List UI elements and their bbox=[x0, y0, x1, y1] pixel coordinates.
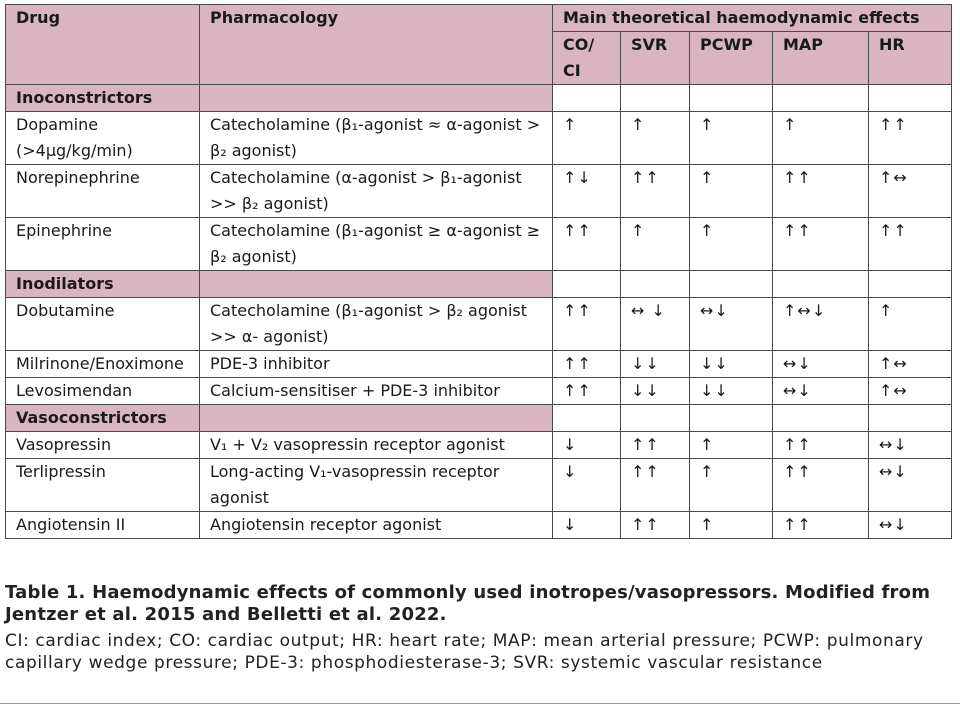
effect-pcwp-cell: ↔↓ bbox=[690, 298, 773, 351]
drug-cell: Vasopressin bbox=[6, 432, 200, 459]
group-empty-cell bbox=[553, 405, 621, 432]
group-empty-cell bbox=[553, 85, 621, 112]
group-empty-cell bbox=[869, 271, 952, 298]
drug-cell: Epinephrine bbox=[6, 218, 200, 271]
effect-hr-cell: ↑↔ bbox=[869, 378, 952, 405]
effect-hr-cell: ↔↓ bbox=[869, 432, 952, 459]
effect-map-cell: ↑↑ bbox=[773, 218, 869, 271]
group-empty-cell bbox=[690, 85, 773, 112]
pharmacology-cell: Catecholamine (β₁-agonist > β₂ agonist >> α- agonist) bbox=[200, 298, 553, 351]
effect-co-cell: ↓ bbox=[553, 459, 621, 512]
effect-hr-cell: ↑↑ bbox=[869, 112, 952, 165]
drug-cell: Dopamine (>4µg/kg/min) bbox=[6, 112, 200, 165]
effect-svr-cell: ↔ ↓ bbox=[621, 298, 690, 351]
drug-cell: Dobutamine bbox=[6, 298, 200, 351]
group-filler bbox=[200, 405, 553, 432]
group-label: Inodilators bbox=[6, 271, 200, 298]
effect-co-cell: ↓ bbox=[553, 512, 621, 539]
group-empty-cell bbox=[690, 405, 773, 432]
group-empty-cell bbox=[773, 85, 869, 112]
effect-hr-cell: ↑ bbox=[869, 298, 952, 351]
header-svr: SVR bbox=[621, 32, 690, 85]
header-map: MAP bbox=[773, 32, 869, 85]
group-empty-cell bbox=[773, 405, 869, 432]
table-row bbox=[6, 298, 952, 351]
pharmacology-cell: Calcium-sensitiser + PDE-3 inhibitor bbox=[200, 378, 553, 405]
effect-pcwp-cell: ↓↓ bbox=[690, 351, 773, 378]
effect-hr-cell: ↑↔ bbox=[869, 165, 952, 218]
effect-svr-cell: ↑ bbox=[621, 112, 690, 165]
drug-cell: Angiotensin II bbox=[6, 512, 200, 539]
effect-map-cell: ↔↓ bbox=[773, 351, 869, 378]
group-filler bbox=[200, 85, 553, 112]
effect-map-cell: ↑↑ bbox=[773, 165, 869, 218]
header-co-ci: CO/ CI bbox=[553, 32, 621, 85]
pharmacology-cell: Long-acting V₁-vasopressin receptor agonist bbox=[200, 459, 553, 512]
pharmacology-cell: PDE-3 inhibitor bbox=[200, 351, 553, 378]
effect-svr-cell: ↑↑ bbox=[621, 512, 690, 539]
group-row bbox=[6, 405, 952, 432]
group-empty-cell bbox=[869, 405, 952, 432]
table-row bbox=[6, 218, 952, 271]
effect-svr-cell: ↑↑ bbox=[621, 165, 690, 218]
bottom-divider bbox=[0, 703, 960, 704]
effect-hr-cell: ↔↓ bbox=[869, 459, 952, 512]
table-row bbox=[6, 378, 952, 405]
group-empty-cell bbox=[773, 271, 869, 298]
effect-co-cell: ↑↓ bbox=[553, 165, 621, 218]
effect-map-cell: ↑↑ bbox=[773, 459, 869, 512]
effect-co-cell: ↑↑ bbox=[553, 351, 621, 378]
table-row bbox=[6, 432, 952, 459]
effect-pcwp-cell: ↓↓ bbox=[690, 378, 773, 405]
header-effects: Main theoretical haemodynamic effects bbox=[553, 5, 952, 32]
group-row bbox=[6, 85, 952, 112]
table-row bbox=[6, 112, 952, 165]
table-row bbox=[6, 512, 952, 539]
table-row bbox=[6, 459, 952, 512]
effect-co-cell: ↑↑ bbox=[553, 378, 621, 405]
pharmacology-cell: Angiotensin receptor agonist bbox=[200, 512, 553, 539]
effect-hr-cell: ↑↑ bbox=[869, 218, 952, 271]
table-body bbox=[6, 85, 952, 539]
effect-co-cell: ↓ bbox=[553, 432, 621, 459]
effect-pcwp-cell: ↑ bbox=[690, 459, 773, 512]
pharmacology-cell: Catecholamine (α-agonist > β₁-agonist >> β₂ agonist) bbox=[200, 165, 553, 218]
effect-co-cell: ↑↑ bbox=[553, 298, 621, 351]
drug-cell: Terlipressin bbox=[6, 459, 200, 512]
effect-co-cell: ↑ bbox=[553, 112, 621, 165]
effect-co-cell: ↑↑ bbox=[553, 218, 621, 271]
effect-map-cell: ↑↑ bbox=[773, 432, 869, 459]
drug-cell: Milrinone/Enoximone bbox=[6, 351, 200, 378]
effect-svr-cell: ↑↑ bbox=[621, 432, 690, 459]
effect-map-cell: ↑↑ bbox=[773, 512, 869, 539]
effect-map-cell: ↑ bbox=[773, 112, 869, 165]
header-hr: HR bbox=[869, 32, 952, 85]
group-filler bbox=[200, 271, 553, 298]
table-row bbox=[6, 165, 952, 218]
table-row bbox=[6, 351, 952, 378]
header-pharmacology: Pharmacology bbox=[200, 5, 553, 85]
effect-hr-cell: ↑↔ bbox=[869, 351, 952, 378]
drug-cell: Levosimendan bbox=[6, 378, 200, 405]
effect-hr-cell: ↔↓ bbox=[869, 512, 952, 539]
haemodynamic-effects-table bbox=[5, 4, 952, 539]
group-empty-cell bbox=[621, 271, 690, 298]
drug-cell: Norepinephrine bbox=[6, 165, 200, 218]
table-caption-title: Table 1. Haemodynamic effects of commonly used inotropes/vasopressors. Modified from Jentzer et al. 2015 and Belletti et al. 2022. bbox=[5, 582, 931, 625]
header-drug: Drug bbox=[6, 5, 200, 85]
effect-svr-cell: ↑ bbox=[621, 218, 690, 271]
group-empty-cell bbox=[553, 271, 621, 298]
effect-map-cell: ↔↓ bbox=[773, 378, 869, 405]
header-pcwp: PCWP bbox=[690, 32, 773, 85]
effect-pcwp-cell: ↑ bbox=[690, 432, 773, 459]
group-label: Inoconstrictors bbox=[6, 85, 200, 112]
effect-svr-cell: ↓↓ bbox=[621, 378, 690, 405]
effect-svr-cell: ↑↑ bbox=[621, 459, 690, 512]
group-empty-cell bbox=[621, 85, 690, 112]
group-label: Vasoconstrictors bbox=[6, 405, 200, 432]
effect-svr-cell: ↓↓ bbox=[621, 351, 690, 378]
effect-pcwp-cell: ↑ bbox=[690, 512, 773, 539]
group-empty-cell bbox=[690, 271, 773, 298]
pharmacology-cell: V₁ + V₂ vasopressin receptor agonist bbox=[200, 432, 553, 459]
pharmacology-cell: Catecholamine (β₁-agonist ≥ α-agonist ≥ β₂ agonist) bbox=[200, 218, 553, 271]
effect-pcwp-cell: ↑ bbox=[690, 165, 773, 218]
effect-map-cell: ↑↔↓ bbox=[773, 298, 869, 351]
pharmacology-cell: Catecholamine (β₁-agonist ≈ α-agonist > β₂ agonist) bbox=[200, 112, 553, 165]
effect-pcwp-cell: ↑ bbox=[690, 112, 773, 165]
group-empty-cell bbox=[621, 405, 690, 432]
table-caption-abbreviations: CI: cardiac index; CO: cardiac output; HR: heart rate; MAP: mean arterial pressure; PCWP: pulmonary capillary wedge pressure; PDE-3: phosphodiesterase-3; SVR: systemic vascular resistance bbox=[5, 631, 924, 673]
group-empty-cell bbox=[869, 85, 952, 112]
effect-pcwp-cell: ↑ bbox=[690, 218, 773, 271]
group-row bbox=[6, 271, 952, 298]
